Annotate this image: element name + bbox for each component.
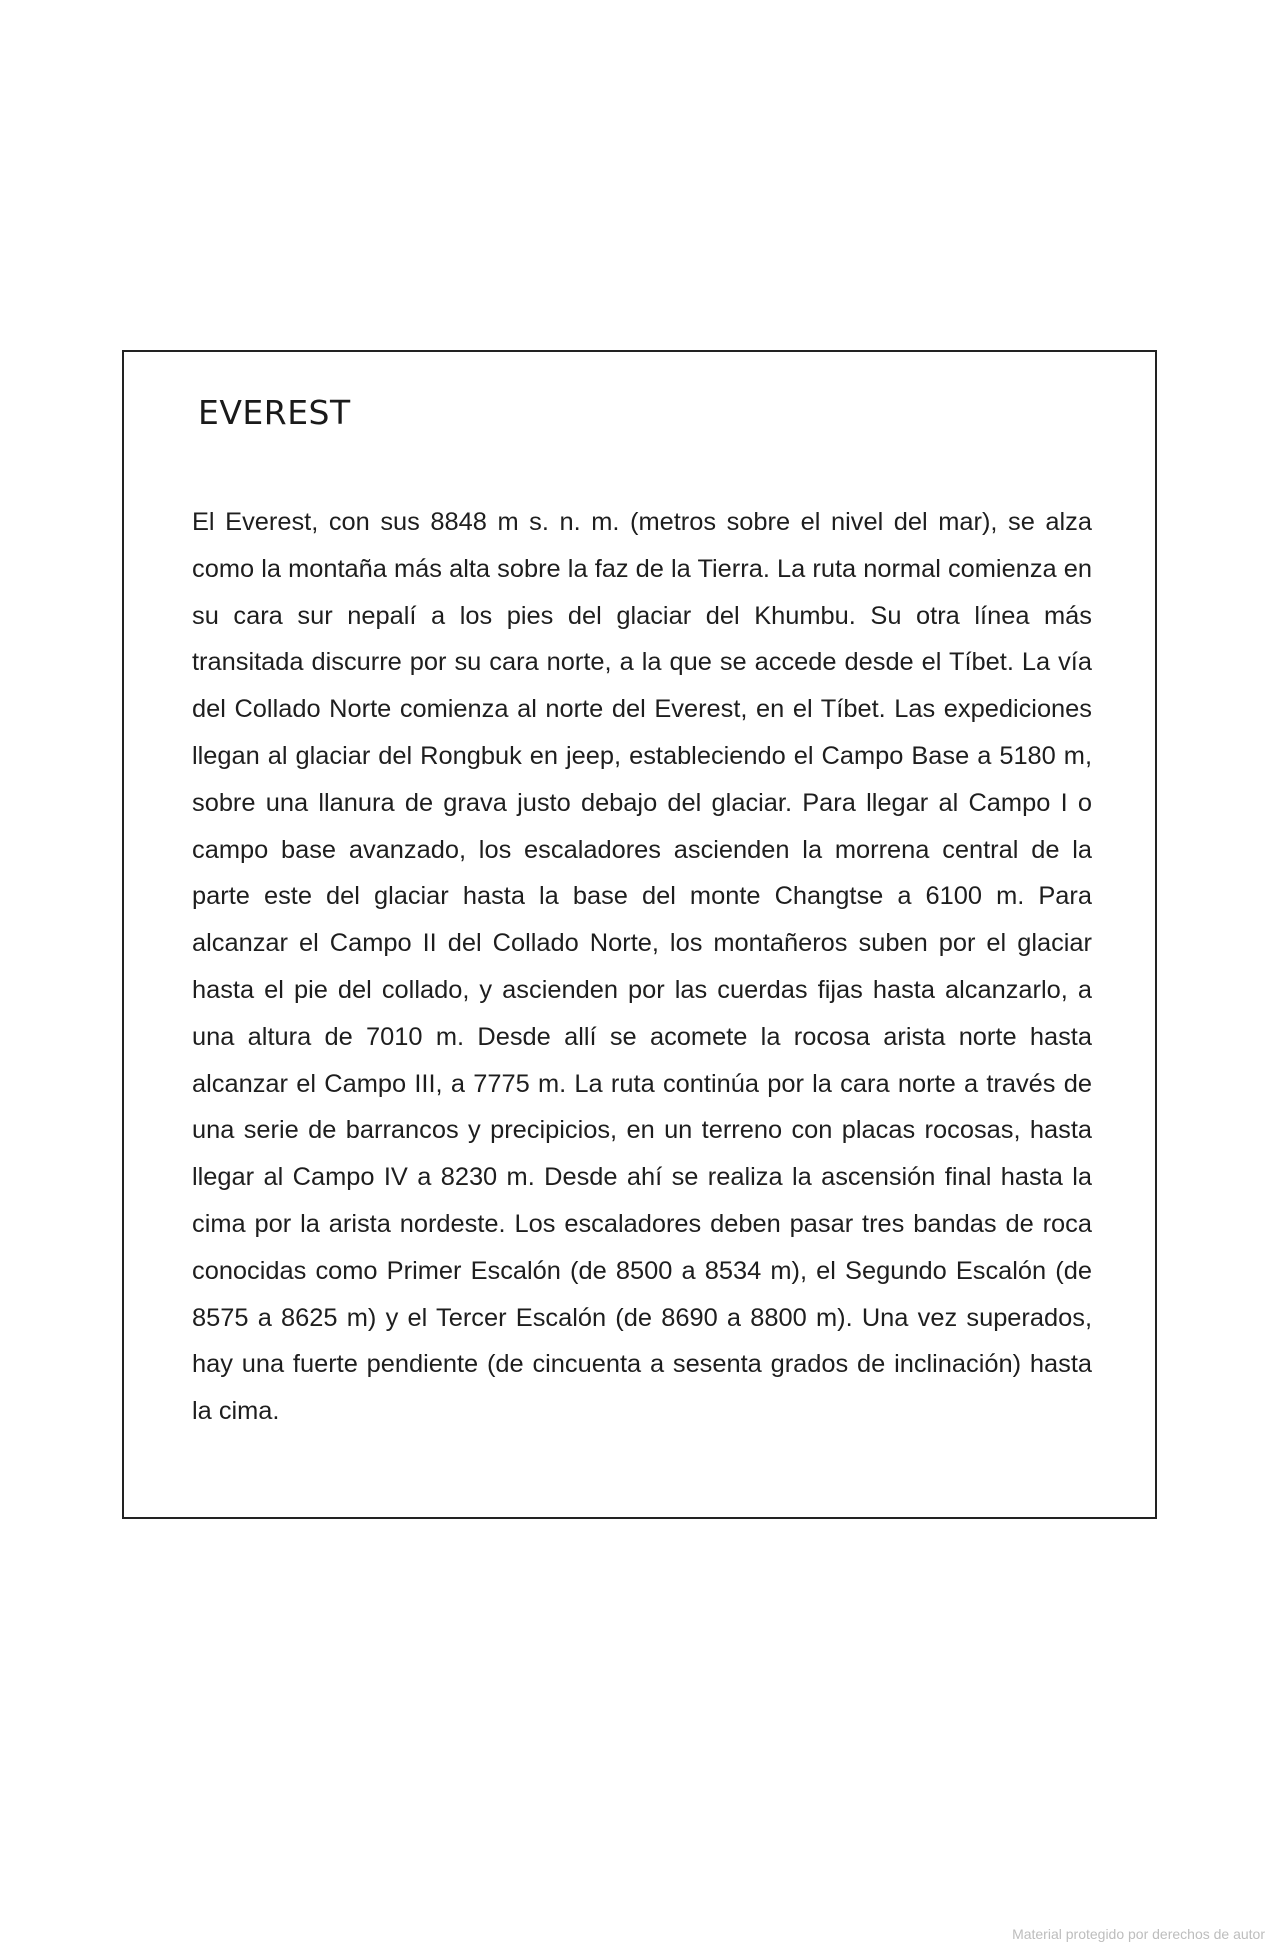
section-body-paragraph: El Everest, con sus 8848 m s. n. m. (metros sobre el nivel del mar), se alza como la montaña más alta sobre la faz de la Tierra. La ruta normal comienza en su cara sur nepalí a los pies del glaciar del Khumbu. Su otra línea más transitada discurre por su cara norte, a la que se accede desde el Tíbet. La vía del Collado Norte comienza al norte del Everest, en el Tíbet. Las expediciones llegan al glaciar del Rongbuk en jeep, estableciendo el Campo Base a 5180 m, sobre una llanura de grava justo debajo del glaciar. Para llegar al Campo I o campo base avanzado, los escaladores ascienden la morrena central de la parte este del glaciar hasta la base del monte Changtse a 6100 m. Para alcanzar el Campo II del Collado Norte, los montañeros suben por el glaciar hasta el pie del collado, y ascienden por las cuerdas fijas hasta alcanzarlo, a una altura de 7010 m. Desde allí se acomete la rocosa arista norte hasta alcanzar el Campo III, a 7775 m. La ruta continúa por la cara norte a través de una serie de barrancos y precipicios, en un terreno con placas rocosas, hasta llegar al Campo IV a 8230 m. Desde ahí se realiza la ascensión final hasta la cima por la arista nordeste. Los escaladores deben pasar tres bandas de roca conocidas como Primer Escalón (de 8500 a 8534 m), el Segundo Escalón (de 8575 a 8625 m) y el Tercer Escalón (de 8690 a 8800 m). Una vez superados, hay una fuerte pendiente (de cincuenta a sesenta grados de inclinación) hasta la cima. (192, 508, 1092, 1426)
section-title: EVEREST (198, 393, 351, 432)
text-box-frame (122, 350, 1157, 1519)
copyright-watermark: Material protegido por derechos de autor (1012, 1926, 1265, 1942)
